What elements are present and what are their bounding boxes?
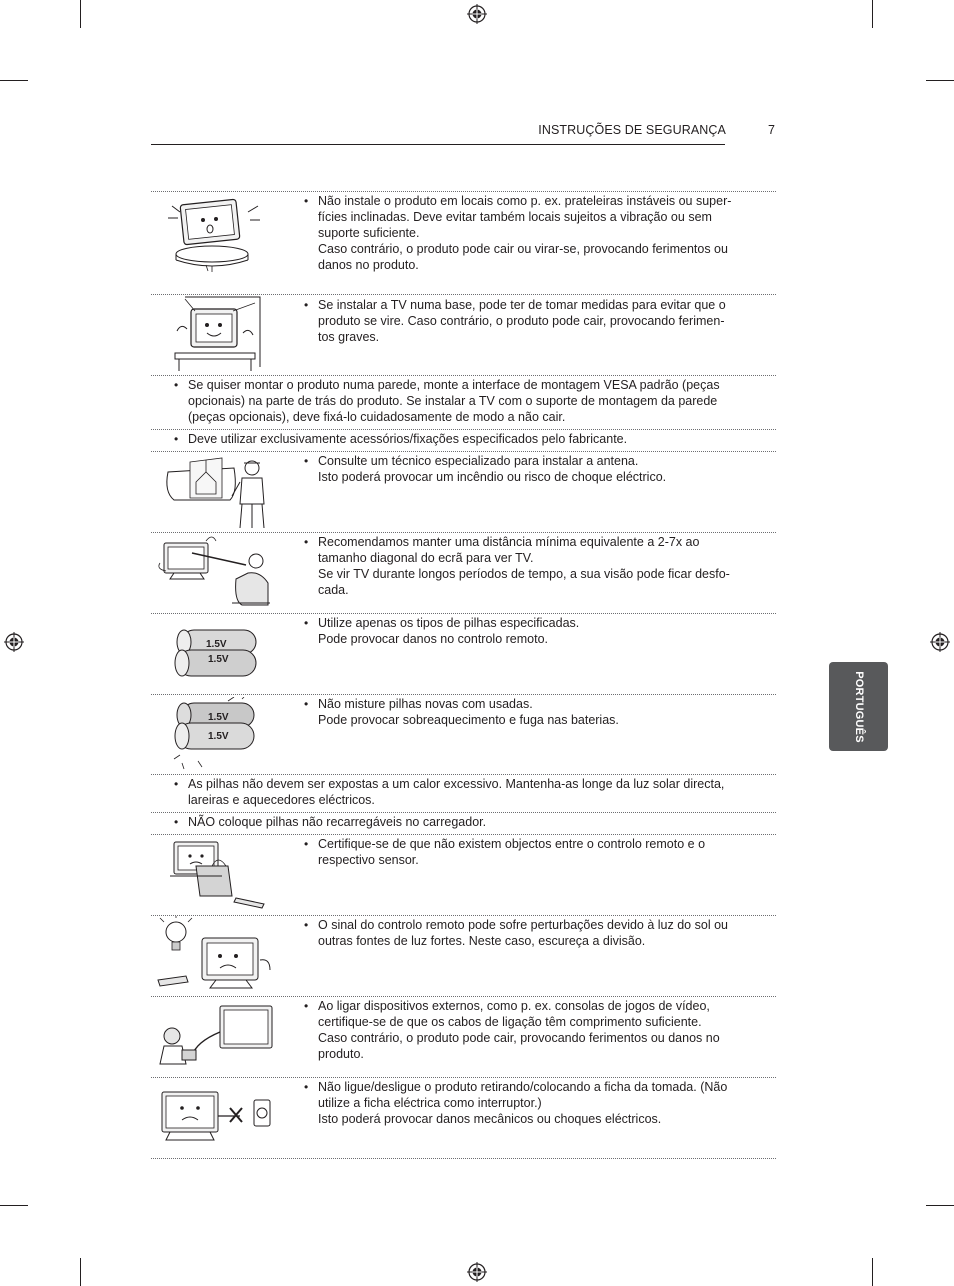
bullet-icon: •: [174, 378, 179, 392]
viewing-distance-illustration-icon: [156, 533, 272, 611]
bullet-icon: •: [304, 194, 309, 208]
registration-mark-icon: [4, 632, 24, 652]
battery-label: 1.5V: [208, 731, 229, 742]
row-divider: [151, 1077, 776, 1078]
safety-text: Ao ligar dispositivos externos, como p. ex. consolas de jogos de vídeo, certifique-se de que os cabos de ligação têm comprimento suficiente. Caso contrário, o produto pode cair, provocando ferimentos ou danos no produto.: [318, 999, 720, 1061]
language-tab: [829, 662, 888, 751]
mixed-batteries-illustration-icon: [168, 697, 264, 771]
crop-mark: [0, 80, 28, 81]
safety-text: Consulte um técnico especializado para instalar a antena. Isto poderá provocar um incêndio ou risco de choque eléctrico.: [318, 454, 667, 484]
crop-mark: [872, 0, 873, 28]
header-rule: [151, 144, 725, 145]
row-divider: [151, 774, 776, 775]
bullet-icon: •: [304, 1080, 309, 1094]
safety-text: Utilize apenas os tipos de pilhas especificadas. Pode provocar danos no controlo remoto.: [318, 616, 580, 646]
tv-unstable-shelf-illustration-icon: [160, 192, 272, 276]
remote-obstacle-illustration-icon: [166, 838, 270, 910]
row-divider: [151, 613, 776, 614]
crop-mark: [872, 1258, 873, 1286]
safety-text: As pilhas não devem ser expostas a um calor excessivo. Mantenha-as longe da luz solar directa, lareiras e aquecedores eléctricos.: [188, 777, 725, 807]
section-header: INSTRUÇÕES DE SEGURANÇA: [538, 123, 726, 137]
row-divider: [151, 429, 776, 430]
cable-length-illustration-icon: [156, 1002, 276, 1070]
crop-mark: [926, 1205, 954, 1206]
batteries-illustration-icon: [170, 624, 264, 684]
safety-text: NÃO coloque pilhas não recarregáveis no carregador.: [188, 815, 487, 829]
language-tab-label: PORTUGUÊS: [852, 670, 865, 743]
row-divider: [151, 996, 776, 997]
row-divider: [151, 812, 776, 813]
bullet-icon: •: [304, 918, 309, 932]
battery-label: 1.5V: [208, 654, 229, 665]
safety-text: Recomendamos manter uma distância mínima equivalente a 2-7x ao tamanho diagonal do ecrã para ver TV. Se vir TV durante longos períodos de tempo, a sua visão pode ficar desfo- cada.: [318, 535, 730, 597]
bullet-icon: •: [174, 777, 179, 791]
battery-label: 1.5V: [208, 712, 229, 723]
row-divider: [151, 375, 776, 376]
row-divider: [151, 1158, 776, 1159]
bullet-icon: •: [304, 837, 309, 851]
safety-text: Não misture pilhas novas com usadas. Pode provocar sobreaquecimento e fuga nas baterias.: [318, 697, 619, 727]
bullet-icon: •: [304, 616, 309, 630]
crop-mark: [80, 0, 81, 28]
bullet-icon: •: [304, 298, 309, 312]
registration-mark-icon: [467, 4, 487, 24]
crop-mark: [926, 80, 954, 81]
safety-text: Deve utilizar exclusivamente acessórios/fixações especificados pelo fabricante.: [188, 432, 628, 446]
bullet-icon: •: [304, 454, 309, 468]
row-divider: [151, 694, 776, 695]
page-number: 7: [768, 123, 775, 137]
safety-text: O sinal do controlo remoto pode sofre perturbações devido à luz do sol ou outras fontes de luz fortes. Neste caso, escureça a divisão.: [318, 918, 728, 948]
safety-text: Se instalar a TV numa base, pode ter de tomar medidas para evitar que o produto se vire. Caso contrário, o produto pode cair, provocando ferimen- tos graves.: [318, 298, 726, 344]
safety-text: Certifique-se de que não existem objectos entre o controlo remoto e o respectivo sensor.: [318, 837, 706, 867]
bullet-icon: •: [304, 999, 309, 1013]
bullet-icon: •: [304, 535, 309, 549]
registration-mark-icon: [467, 1262, 487, 1282]
safety-text: Se quiser montar o produto numa parede, monte a interface de montagem VESA padrão (peças opcionais) na parte de trás do produto. Se instalar a TV com o suporte de montagem da parede (peças opcionais), deve fixá-lo cuidadosamente de modo a não cair.: [188, 378, 720, 424]
safety-text: Não instale o produto em locais como p. ex. prateleiras instáveis ou super- fícies inclinadas. Deve evitar também locais sujeitos a vibração ou sem suporte suficiente. Caso contrário, o produto pode cair ou virar-se, provocando ferimentos ou danos no produto.: [318, 194, 732, 272]
crop-mark: [80, 1258, 81, 1286]
safety-text: Não ligue/desligue o produto retirando/colocando a ficha da tomada. (Não utilize a ficha eléctrica como interruptor.) Isto poderá provocar danos mecânicos ou choques eléctricos.: [318, 1080, 728, 1126]
crop-mark: [0, 1205, 28, 1206]
registration-mark-icon: [930, 632, 950, 652]
row-divider: [151, 834, 776, 835]
strong-light-illustration-icon: [156, 916, 274, 994]
antenna-technician-illustration-icon: [160, 452, 272, 532]
bullet-icon: •: [174, 815, 179, 829]
bullet-icon: •: [304, 697, 309, 711]
bullet-icon: •: [174, 432, 179, 446]
unplug-tv-illustration-icon: [158, 1088, 274, 1146]
battery-label: 1.5V: [206, 639, 227, 650]
tv-on-stand-illustration-icon: [165, 295, 265, 373]
